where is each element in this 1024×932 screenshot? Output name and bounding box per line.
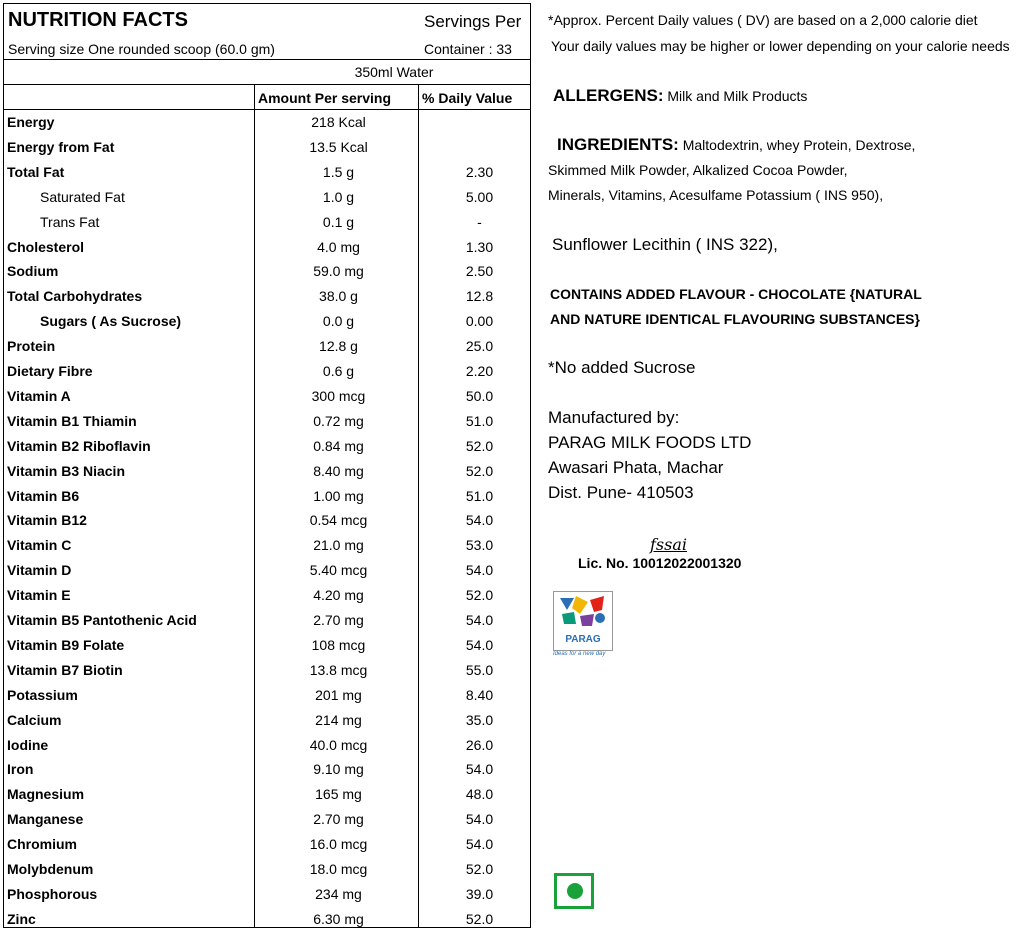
nutrient-amount: 16.0 mcg <box>309 836 368 853</box>
table-row <box>4 284 532 309</box>
manufacturer-address-1: Awasari Phata, Machar <box>548 458 724 477</box>
nutrient-daily-value: 54.0 <box>465 636 494 653</box>
nutrient-name: Energy from Fat <box>7 138 115 155</box>
nutrient-name: Protein <box>7 338 56 355</box>
nutrient-name: Iodine <box>7 736 49 753</box>
vegetarian-mark-icon <box>554 873 594 909</box>
table-row <box>4 235 532 260</box>
table-row <box>4 882 532 907</box>
nutrient-amount: 2.70 mg <box>313 612 364 628</box>
nutrient-daily-value: 54.0 <box>465 761 494 778</box>
nutrient-daily-value: 55.0 <box>465 661 494 678</box>
nutrient-daily-value: - <box>477 213 482 230</box>
nutrient-daily-value: 5.00 <box>465 188 494 205</box>
nutrient-daily-value: 35.0 <box>465 711 494 728</box>
nutrient-name: Vitamin B3 Niacin <box>7 462 126 479</box>
nutrient-amount: 13.8 mcg <box>309 661 368 678</box>
ingredients-line-2: Skimmed Milk Powder, Alkalized Cocoa Powder, <box>548 162 848 178</box>
nutrient-daily-value: 12.8 <box>465 288 494 305</box>
dv-note: *Approx. Percent Daily values ( DV) are based on a 2,000 calorie diet <box>548 12 978 28</box>
allergens <box>553 86 807 106</box>
nutrient-daily-value: 52.0 <box>465 910 494 927</box>
nutrient-amount: 218 Kcal <box>311 114 366 130</box>
nutrient-amount: 21.0 mg <box>313 537 364 554</box>
table-row <box>4 608 532 633</box>
nutrient-name: Vitamin C <box>7 537 72 554</box>
nutrient-amount: 1.5 g <box>322 163 355 180</box>
nutrient-daily-value: 54.0 <box>465 512 494 529</box>
nutrient-amount: 214 mg <box>315 711 362 728</box>
parag-brand-name: PARAG <box>565 634 601 645</box>
flavour-line-1: CONTAINS ADDED FLAVOUR - CHOCOLATE {NATURAL <box>550 286 922 302</box>
nutrient-name: Phosphorous <box>7 885 98 902</box>
divider <box>4 84 530 85</box>
nutrient-amount: 0.84 mg <box>313 437 364 454</box>
table-row <box>4 210 532 235</box>
nutrient-amount: 165 mg <box>315 786 362 803</box>
nutrient-amount: 4.20 mg <box>313 587 364 604</box>
nutrient-amount: 0.54 mcg <box>309 512 368 529</box>
table-row <box>4 185 532 210</box>
nutrient-amount: 201 mg <box>315 686 362 703</box>
nutrient-name: Magnesium <box>7 786 85 803</box>
nutrient-name: Vitamin B1 Thiamin <box>7 412 137 429</box>
servings-container: Container : 33 <box>424 41 512 57</box>
nutrient-name: Chromium <box>7 836 77 853</box>
table-row <box>4 434 532 459</box>
nutrient-name: Total Fat <box>7 163 65 180</box>
table-row <box>4 533 532 558</box>
nutrient-daily-value: 51.0 <box>465 412 494 429</box>
nutrient-amount: 300 mcg <box>311 387 366 404</box>
table-row <box>4 733 532 758</box>
nutrient-name: Molybdenum <box>7 861 94 877</box>
nutrient-daily-value: 25.0 <box>465 338 494 355</box>
nutrient-amount: 5.40 mcg <box>309 562 368 579</box>
serving-size: Serving size One rounded scoop (60.0 gm) <box>8 41 275 57</box>
table-row <box>4 757 532 782</box>
nutrient-name: Cholesterol <box>7 238 85 255</box>
daily-value-header: % Daily Value <box>422 90 513 106</box>
nutrient-name: Vitamin A <box>7 387 71 404</box>
nutrient-daily-value: 2.30 <box>465 163 494 180</box>
nutrient-amount: 1.0 g <box>322 188 355 205</box>
nutrient-name: Zinc <box>7 910 36 927</box>
vegetarian-dot-icon <box>567 883 583 899</box>
nutrient-amount: 6.30 mg <box>313 910 364 927</box>
ingredients-line-4: Sunflower Lecithin ( INS 322), <box>552 235 778 254</box>
nutrient-daily-value: 54.0 <box>465 562 494 579</box>
nutrient-daily-value: 52.0 <box>465 437 494 454</box>
ingredients-line-1: Maltodextrin, whey Protein, Dextrose, <box>682 137 916 153</box>
nutrient-daily-value: 8.40 <box>465 686 494 703</box>
table-row <box>4 832 532 857</box>
nutrient-amount: 0.72 mg <box>313 412 364 429</box>
table-row <box>4 160 532 185</box>
nutrient-daily-value: 26.0 <box>465 736 494 753</box>
nutrient-daily-value: 51.0 <box>465 487 494 504</box>
nutrient-name: Vitamin B12 <box>7 512 87 529</box>
divider <box>4 59 530 60</box>
parag-logo-graphic <box>554 592 612 650</box>
nutrient-daily-value: 1.30 <box>465 238 494 255</box>
nutrient-name: Sugars ( As Sucrose) <box>40 313 182 330</box>
table-row <box>4 259 532 284</box>
nutrition-facts-panel <box>3 3 531 928</box>
manufacturer-label: Manufactured by: <box>548 408 680 427</box>
nutrient-name: Sodium <box>7 263 59 280</box>
nutrient-amount: 1.00 mg <box>313 487 364 504</box>
table-row <box>4 135 532 160</box>
nutrient-name: Calcium <box>7 711 62 728</box>
flavour-line-2: AND NATURE IDENTICAL FLAVOURING SUBSTANCES} <box>550 311 920 327</box>
nutrient-name: Energy <box>7 114 55 130</box>
table-row <box>4 907 532 932</box>
table-row <box>4 782 532 807</box>
license-number: Lic. No. 10012022001320 <box>578 555 742 571</box>
nutrition-title: NUTRITION FACTS <box>8 9 188 31</box>
nutrient-amount: 40.0 mcg <box>309 736 368 753</box>
servings-per-label: Servings Per <box>424 12 522 31</box>
nutrient-name: Potassium <box>7 686 78 703</box>
table-row <box>4 708 532 733</box>
ingredients-line-3: Minerals, Vitamins, Acesulfame Potassium ( INS 950), <box>548 187 884 203</box>
nutrient-amount: 8.40 mg <box>313 462 364 479</box>
nutrient-daily-value: 54.0 <box>465 811 494 828</box>
nutrient-amount: 234 mg <box>315 885 362 902</box>
parag-logo <box>553 591 613 651</box>
dv-note-2: Your daily values may be higher or lower depending on your calorie needs <box>551 38 1010 54</box>
nutrient-daily-value: 53.0 <box>465 537 494 554</box>
nutrient-daily-value: 2.50 <box>465 263 494 280</box>
table-row <box>4 334 532 359</box>
table-row <box>4 807 532 832</box>
table-row <box>4 484 532 509</box>
table-row <box>4 558 532 583</box>
nutrient-daily-value: 50.0 <box>465 387 494 404</box>
table-row <box>4 309 532 334</box>
allergens-label: ALLERGENS: <box>553 86 664 105</box>
ingredients-label: INGREDIENTS: <box>557 135 679 154</box>
nutrient-name: Saturated Fat <box>40 188 125 205</box>
nutrient-name: Vitamin B5 Pantothenic Acid <box>7 612 197 628</box>
nutrient-amount: 0.1 g <box>322 213 355 230</box>
table-row <box>4 359 532 384</box>
nutrient-amount: 38.0 g <box>319 288 358 305</box>
nutrient-name: Vitamin E <box>7 587 71 604</box>
nutrient-amount: 0.6 g <box>322 363 355 379</box>
nutrient-name: Vitamin B9 Folate <box>7 636 125 653</box>
parag-tagline: Ideas for a new day <box>553 651 606 657</box>
nutrient-daily-value: 39.0 <box>465 885 494 902</box>
fssai-logo: fssai <box>650 535 687 554</box>
table-row <box>4 409 532 434</box>
nutrient-name: Vitamin D <box>7 562 72 579</box>
nutrient-amount: 2.70 mg <box>313 811 364 828</box>
manufacturer-name: PARAG MILK FOODS LTD <box>548 433 752 452</box>
nutrient-name: Vitamin B2 Riboflavin <box>7 437 151 454</box>
table-row <box>4 508 532 533</box>
table-row <box>4 857 532 882</box>
water-label: 350ml Water <box>354 64 434 80</box>
manufacturer-address-2: Dist. Pune- 410503 <box>548 483 694 502</box>
table-row <box>4 658 532 683</box>
nutrient-daily-value: 54.0 <box>465 612 494 628</box>
nutrient-daily-value: 52.0 <box>465 462 494 479</box>
nutrient-amount: 0.0 g <box>322 313 355 330</box>
nutrient-amount: 13.5 Kcal <box>309 138 368 155</box>
nutrient-name: Dietary Fibre <box>7 363 93 379</box>
nutrient-daily-value: 52.0 <box>465 861 494 877</box>
table-row <box>4 583 532 608</box>
nutrient-name: Iron <box>7 761 34 778</box>
no-sucrose-note: *No added Sucrose <box>548 358 696 377</box>
table-row <box>4 633 532 658</box>
ingredients <box>557 135 915 155</box>
nutrient-daily-value: 54.0 <box>465 836 494 853</box>
nutrient-amount: 4.0 mg <box>317 238 360 255</box>
nutrient-name: Trans Fat <box>40 213 100 230</box>
nutrient-name: Vitamin B7 Biotin <box>7 661 123 678</box>
nutrient-name: Vitamin B6 <box>7 487 80 504</box>
allergens-text: Milk and Milk Products <box>667 88 808 104</box>
nutrient-daily-value: 48.0 <box>465 786 494 803</box>
nutrient-daily-value: 2.20 <box>465 363 494 379</box>
nutrient-amount: 12.8 g <box>319 338 358 355</box>
amount-header: Amount Per serving <box>258 90 392 106</box>
nutrient-amount: 59.0 mg <box>313 263 364 280</box>
nutrient-amount: 9.10 mg <box>313 761 364 778</box>
table-row <box>4 459 532 484</box>
nutrient-name: Manganese <box>7 811 84 828</box>
nutrient-amount: 18.0 mcg <box>309 861 368 877</box>
table-row <box>4 683 532 708</box>
nutrient-name: Total Carbohydrates <box>7 288 143 305</box>
nutrient-amount: 108 mcg <box>311 636 366 653</box>
nutrient-daily-value: 52.0 <box>465 587 494 604</box>
nutrient-daily-value: 0.00 <box>465 313 494 330</box>
table-row <box>4 384 532 409</box>
table-row <box>4 110 532 135</box>
